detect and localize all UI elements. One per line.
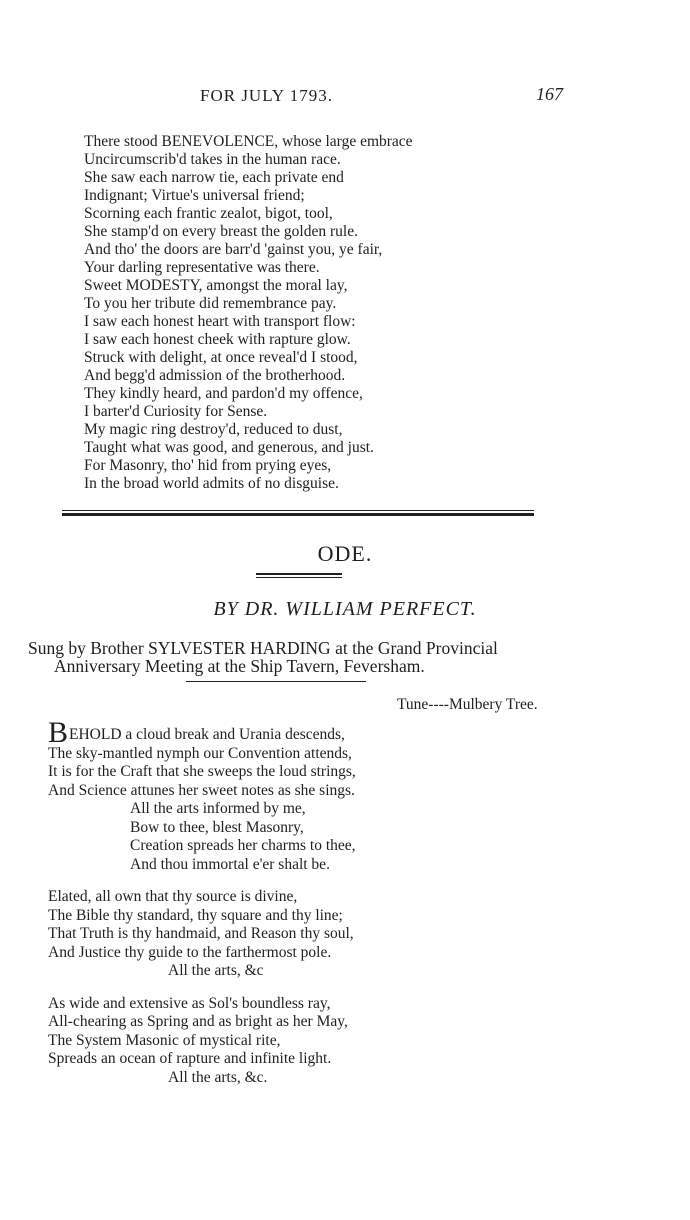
stanza-gap [48, 874, 356, 888]
poem-line: There stood BENEVOLENCE, whose large embrace [84, 133, 413, 150]
ode-line: And Science attunes her sweet notes as she sings. [48, 781, 355, 799]
poem-line: For Masonry, tho' hid from prying eyes, [84, 457, 332, 474]
poem-line: To you her tribute did remembrance pay. [84, 295, 337, 312]
ode-author: BY DR. WILLIAM PERFECT. [213, 598, 477, 620]
poem-line: And tho' the doors are barr'd 'gainst you, ye fair, [84, 241, 383, 258]
poem-line: Taught what was good, and generous, and just. [84, 439, 374, 456]
ode-title: ODE. [317, 541, 373, 566]
poem-line: Uncircumscrib'd takes in the human race. [84, 151, 341, 168]
poem [84, 133, 413, 493]
stanza-gap [48, 981, 356, 995]
poem-line: They kindly heard, and pardon'd my offence, [84, 385, 363, 402]
page-number: 167 [536, 84, 563, 104]
poem-line: Scorning each frantic zealot, bigot, tool, [84, 205, 333, 222]
chorus-line: And thou immortal e'er shalt be. [130, 855, 330, 873]
poem-line: She saw each narrow tie, each private end [84, 169, 344, 186]
running-head: FOR JULY 1793. [200, 86, 334, 105]
ode-first-line [48, 716, 356, 749]
ode-line: EHOLD a cloud break and Urania descends, [69, 726, 345, 743]
title-rule [256, 573, 342, 575]
title-rule [256, 577, 342, 578]
ode-line: Spreads an ocean of rapture and infinite light. [48, 1050, 332, 1067]
small-rule [186, 681, 366, 682]
performance-note: Sung by Brother SYLVESTER HARDING at the Grand Provincial [28, 638, 498, 658]
chorus-line: Bow to thee, blest Masonry, [130, 818, 304, 836]
chorus-line: Creation spreads her charms to thee, [130, 837, 356, 854]
ode-line: The Bible thy standard, thy square and thy line; [48, 906, 343, 924]
poem-line: In the broad world admits of no disguise. [84, 475, 339, 492]
refrain-line: All the arts, &c. [168, 1068, 268, 1086]
ode-line: That Truth is thy handmaid, and Reason thy soul, [48, 925, 354, 942]
ode-line: Elated, all own that thy source is divine, [48, 888, 298, 905]
poem-line: She stamp'd on every breast the golden rule. [84, 223, 358, 240]
ode-text [48, 716, 356, 1087]
ode-line: As wide and extensive as Sol's boundless ray, [48, 994, 331, 1012]
tune-note: Tune----Mulbery Tree. [397, 696, 538, 713]
chorus-line: All the arts informed by me, [130, 800, 306, 817]
poem-line: Struck with delight, at once reveal'd I stood, [84, 349, 358, 366]
poem-line: I barter'd Curiosity for Sense. [84, 403, 268, 420]
ode-line: And Justice thy guide to the farthermost pole. [48, 943, 332, 961]
drop-cap: B [48, 716, 69, 749]
poem-line: Indignant; Virtue's universal friend; [84, 187, 305, 204]
section-rule-thin [62, 510, 534, 511]
section-rule-thick [62, 513, 534, 516]
poem-line: And begg'd admission of the brotherhood. [84, 367, 346, 384]
ode-line: The sky-mantled nymph our Convention attends, [48, 744, 352, 762]
ode-line: All-chearing as Spring and as bright as her May, [48, 1013, 348, 1030]
poem-line: I saw each honest cheek with rapture glow. [84, 331, 351, 348]
performance-note-continued: Anniversary Meeting at the Ship Tavern, Feversham. [54, 656, 425, 676]
ode-line: The System Masonic of mystical rite, [48, 1031, 281, 1049]
poem-line: My magic ring destroy'd, reduced to dust, [84, 421, 343, 438]
refrain-line: All the arts, &c [168, 962, 264, 979]
poem-line: Your darling representative was there. [84, 259, 320, 276]
ode-line: It is for the Craft that she sweeps the loud strings, [48, 763, 356, 780]
poem-line: I saw each honest heart with transport flow: [84, 313, 356, 330]
poem-line: Sweet MODESTY, amongst the moral lay, [84, 277, 348, 294]
